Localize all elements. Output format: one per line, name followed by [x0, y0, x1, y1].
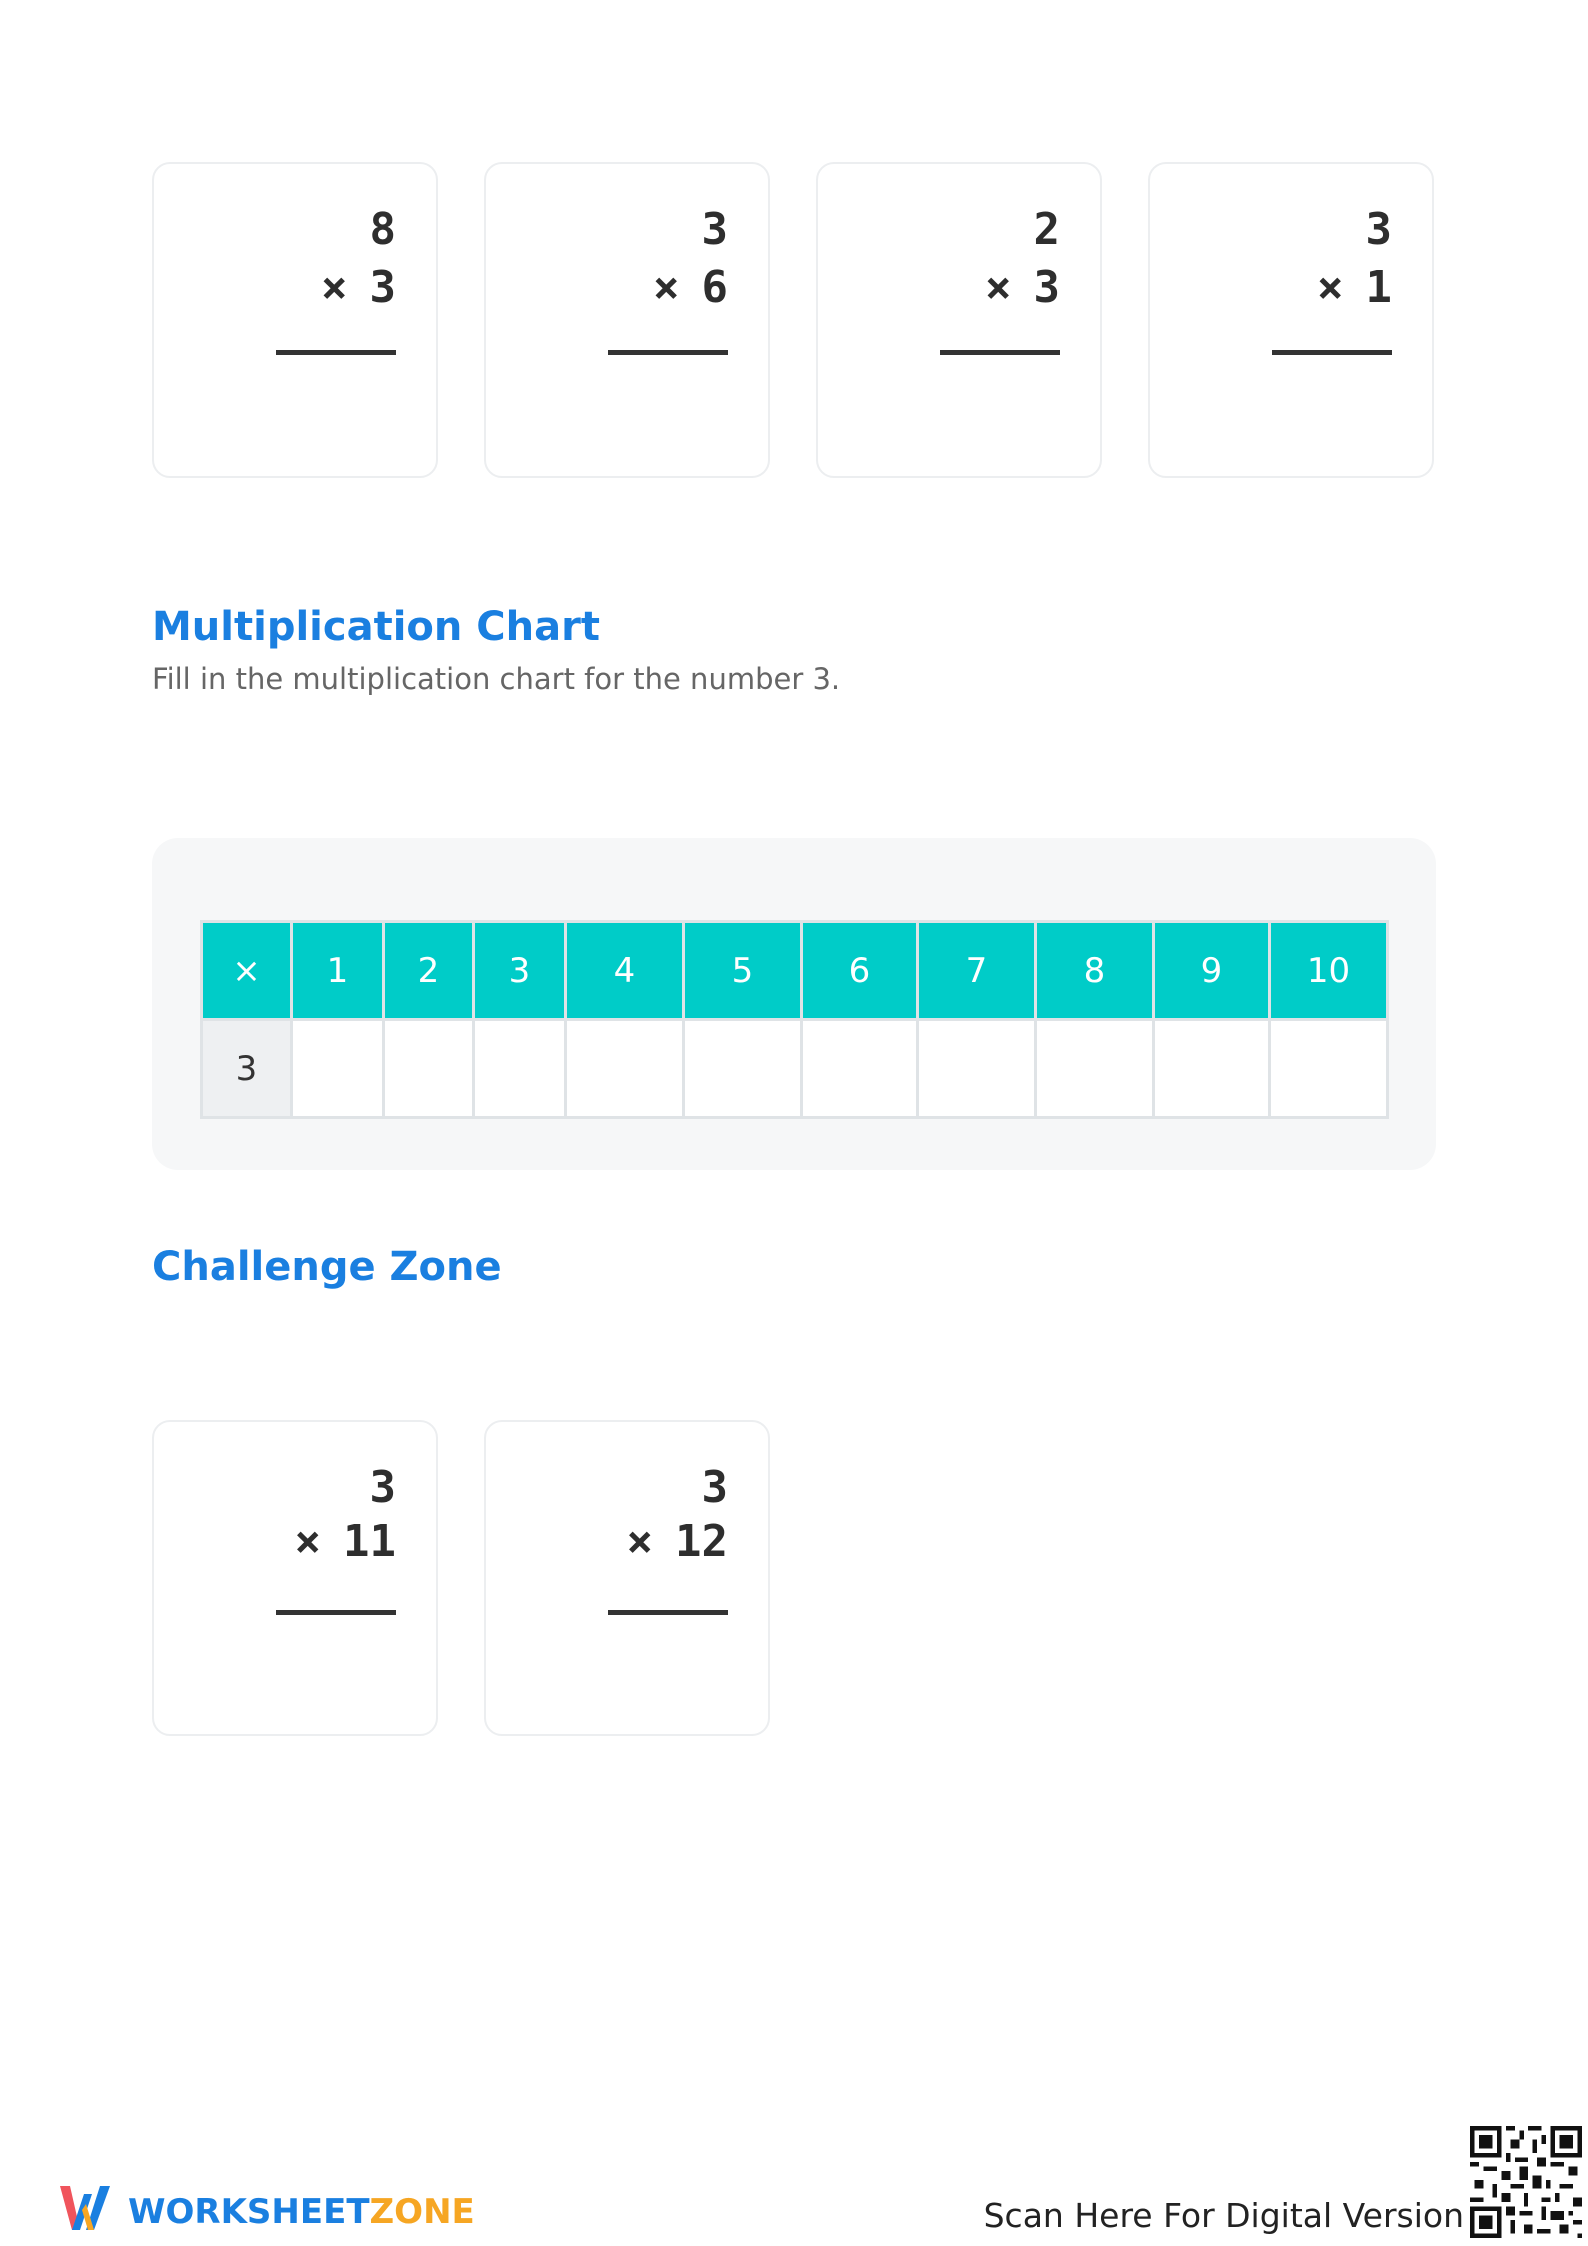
multiplier-row [294, 1516, 396, 1567]
logo-w-icon [56, 2180, 116, 2236]
answer-cell[interactable] [918, 1020, 1036, 1118]
scan-instruction: Scan Here For Digital Version [983, 2196, 1464, 2235]
multiplicand: 3 [369, 1462, 396, 1513]
multiplicand: 3 [1365, 204, 1392, 255]
multiplicand: 3 [701, 204, 728, 255]
times-sign: × [653, 262, 680, 313]
multiplication-chart-panel [152, 838, 1436, 1170]
multiplication-table [200, 920, 1389, 1119]
answer-cell[interactable] [292, 1020, 384, 1118]
header-cell: 2 [384, 922, 474, 1020]
multiplier-row [626, 1516, 728, 1567]
corner-cell: × [202, 922, 292, 1020]
answer-line[interactable] [1272, 350, 1392, 355]
multiplier: 3 [369, 262, 396, 313]
challenge-zone-title: Challenge Zone [152, 1244, 502, 1290]
header-cell: 3 [474, 922, 566, 1020]
multiplier: 12 [675, 1516, 728, 1567]
multiplier-row [321, 262, 396, 313]
header-cell: 7 [918, 922, 1036, 1020]
times-sign: × [294, 1516, 322, 1567]
multiplication-chart-title: Multiplication Chart [152, 604, 600, 650]
answer-line[interactable] [608, 1610, 728, 1615]
row-label-cell: 3 [202, 1020, 292, 1118]
multiplicand: 2 [1033, 204, 1060, 255]
answer-cell[interactable] [566, 1020, 684, 1118]
multiplier-row [985, 262, 1060, 313]
problem-card-2 [484, 162, 770, 478]
answer-row [202, 1020, 1388, 1118]
answer-cell[interactable] [1154, 1020, 1270, 1118]
logo-wordmark [128, 2192, 475, 2232]
problem-card-1 [152, 162, 438, 478]
header-cell: 6 [802, 922, 918, 1020]
answer-cell[interactable] [474, 1020, 566, 1118]
multiplicand: 8 [369, 204, 396, 255]
multiplier: 1 [1365, 262, 1392, 313]
header-cell: 4 [566, 922, 684, 1020]
header-cell: 5 [684, 922, 802, 1020]
answer-cell[interactable] [1036, 1020, 1154, 1118]
multiplier: 11 [343, 1516, 396, 1567]
header-cell: 8 [1036, 922, 1154, 1020]
answer-line[interactable] [940, 350, 1060, 355]
answer-cell[interactable] [802, 1020, 918, 1118]
multiplication-chart-instructions: Fill in the multiplication chart for the number 3. [152, 662, 841, 696]
times-sign: × [321, 262, 348, 313]
answer-cell[interactable] [384, 1020, 474, 1118]
header-cell: 9 [1154, 922, 1270, 1020]
multiplicand: 3 [701, 1462, 728, 1513]
header-cell: 1 [292, 922, 384, 1020]
worksheetzone-logo[interactable] [56, 2180, 475, 2236]
challenge-card-1 [152, 1420, 438, 1736]
problem-card-4 [1148, 162, 1434, 478]
times-sign: × [626, 1516, 654, 1567]
answer-line[interactable] [276, 350, 396, 355]
header-row [202, 922, 1388, 1020]
times-sign: × [985, 262, 1012, 313]
answer-cell[interactable] [1270, 1020, 1388, 1118]
answer-line[interactable] [608, 350, 728, 355]
problem-card-3 [816, 162, 1102, 478]
multiplier: 3 [1033, 262, 1060, 313]
header-cell: 10 [1270, 922, 1388, 1020]
multiplier-row [1317, 262, 1392, 313]
challenge-card-2 [484, 1420, 770, 1736]
times-sign: × [1317, 262, 1344, 313]
logo-text-worksheet: WORKSHEET [128, 2192, 370, 2232]
qr-code-icon[interactable] [1470, 2126, 1582, 2238]
logo-text-zone: ZONE [369, 2192, 475, 2232]
multiplier-row [653, 262, 728, 313]
answer-cell[interactable] [684, 1020, 802, 1118]
multiplier: 6 [701, 262, 728, 313]
answer-line[interactable] [276, 1610, 396, 1615]
